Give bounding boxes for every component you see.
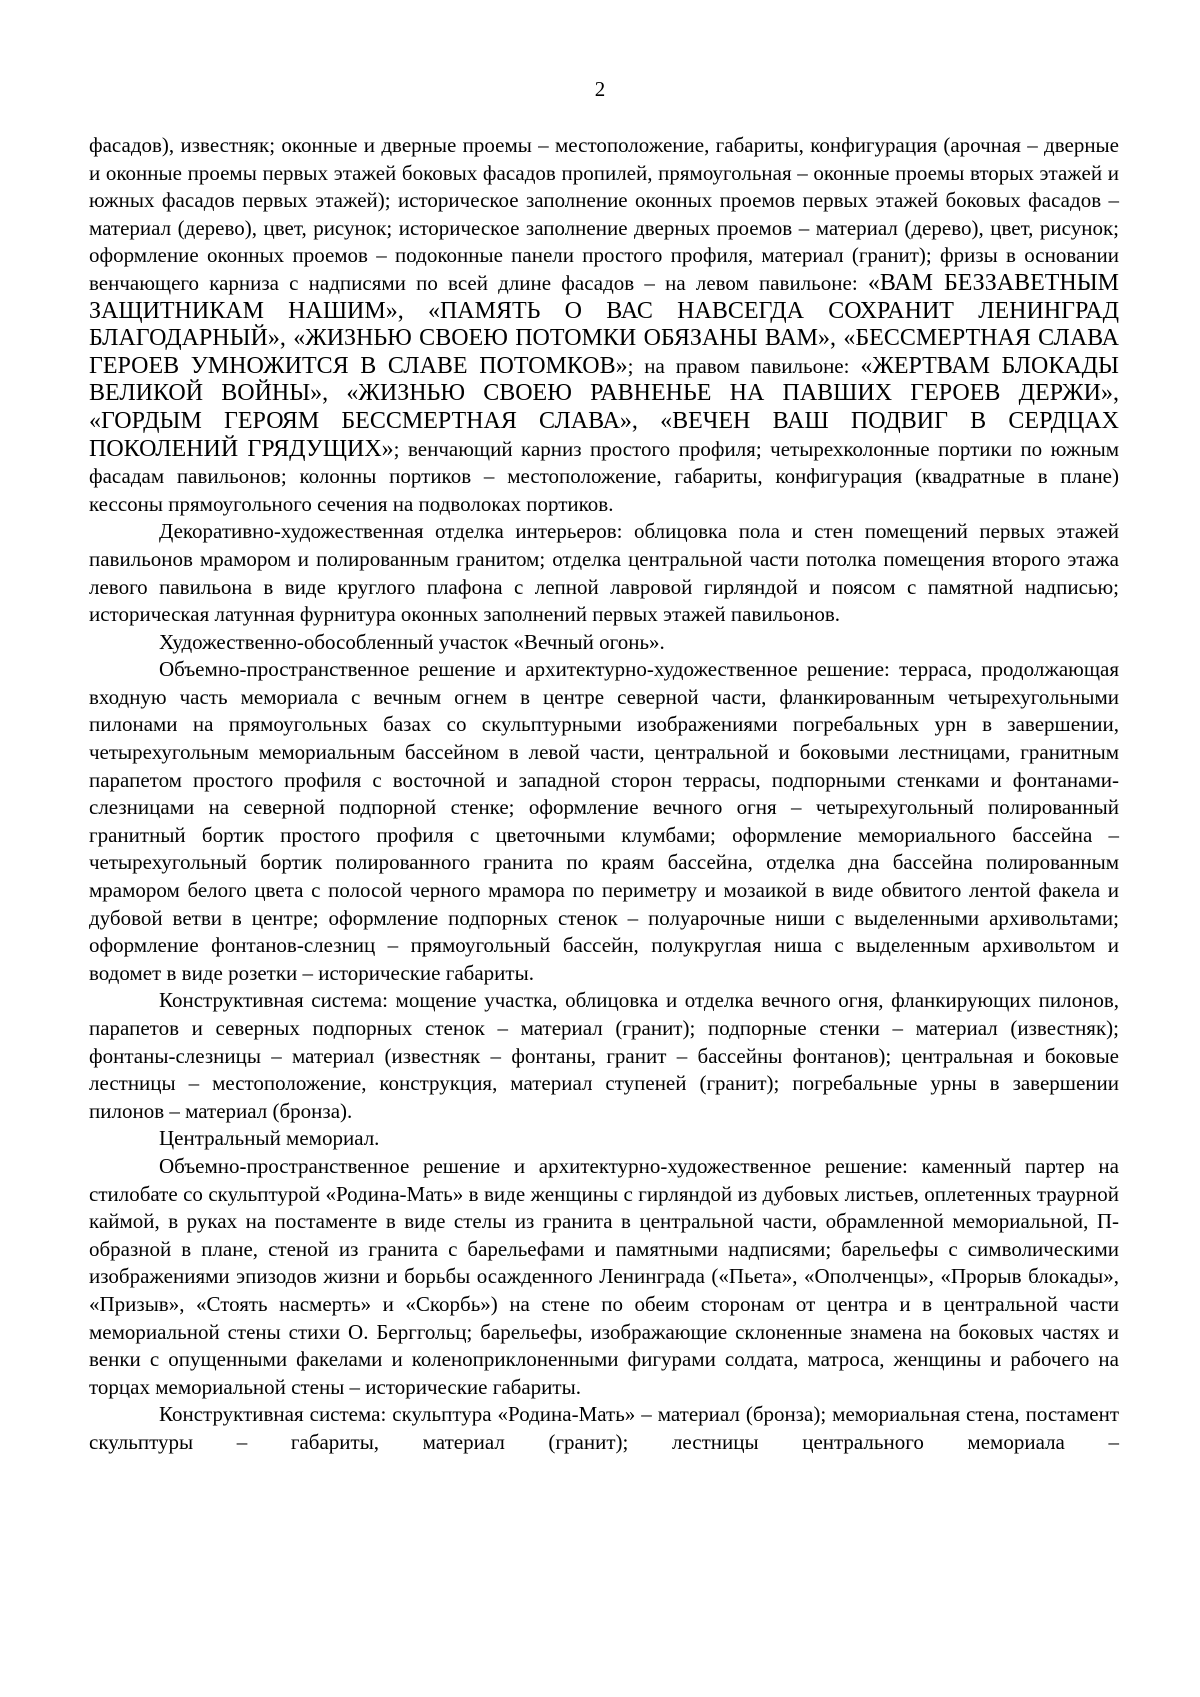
section-heading-eternal-flame: Художественно-обособленный участок «Вечный огонь». <box>159 629 665 654</box>
inscriptions-left-pavilion: «ВАМ БЕЗЗАВЕТНЫМ ЗАЩИТНИКАМ НАШИМ», «ПАМЯТЬ О ВАС НАВСЕГДА СОХРАНИТ ЛЕНИНГРАД БЛАГОДАРНЫЙ», «ЖИЗНЬЮ СВОЕЮ ПОТОМКИ ОБЯЗАНЫ ВАМ», «БЕССМЕРТНАЯ СЛАВА ГЕРОЕВ УМНОЖИТСЯ В СЛАВЕ ПОТОМКОВ» <box>89 269 1119 379</box>
paragraph-eternal-flame-design: Объемно-пространственное решение и архитектурно-художественное решение: терраса, продолжающая входную часть мемориала с вечным огнем в центре северной части, фланкированным четырехугольными пилонами на прямоугольных базах со скульптурными изображениями погребальных урн в завершении, четырехугольным мемориальным бассейном в левой части, центральной и боковыми лестницами, гранитным парапетом простого профиля с восточной и западной сторон террасы, подпорными стенками и фонтанами-слезницами на северной подпорной стенке; оформление вечного огня – четырехугольный полированный гранитный бортик простого профиля с цветочными клумбами; оформление мемориального бассейна – четырехугольный бортик полированного гранита по краям бассейна, отделка дна бассейна полированным мрамором белого цвета с полосой черного мрамора по периметру и мозаикой в виде обвитого лентой факела и дубовой ветви в центре; оформление подпорных стенок – полуарочные ниши с выделенными архивольтами; оформление фонтанов-слезниц – прямоугольный бассейн, полукруглая ниша с выделенным архивольтом и водомет в виде розетки – исторические габариты. <box>89 657 1119 985</box>
text-segment: ; на правом павильоне: <box>627 353 861 378</box>
paragraph-central-memorial-structure: Конструктивная система: скульптура «Родина-Мать» – материал (бронза); мемориальная стена, постамент скульптуры – габариты, материал (гранит); лестницы центрального мемориала – <box>89 1402 1119 1454</box>
section-heading-central-memorial: Центральный мемориал. <box>159 1126 380 1151</box>
paragraph-interior-decoration: Декоративно-художественная отделка интерьеров: облицовка пола и стен помещений первых этажей павильонов мрамором и полированным гранитом; отделка центральной части потолка помещения второго этажа левого павильона в виде круглого плафона с лепной лавровой гирляндой и поясом с памятной надписью; историческая латунная фурнитура оконных заполнений первых этажей павильонов. <box>89 519 1119 627</box>
paragraph-central-memorial-design: Объемно-пространственное решение и архитектурно-художественное решение: каменный партер на стилобате со скульптурой «Родина-Мать» в виде женщины с гирляндой из дубовых листьев, оплетенных траурной каймой, в руках на постаменте в виде стелы из гранита в центральной части, обрамленной мемориальной, П-образной в плане, стеной из гранита с барельефами и памятными надписями; барельефы с символическими изображениями эпизодов жизни и борьбы осажденного Ленинграда («Пьета», «Ополченцы», «Прорыв блокады», «Призыв», «Стоять насмерть» и «Скорбь») на стене по обеим сторонам от центра и в центральной части мемориальной стены стихи О. Берггольц; барельефы, изображающие склоненные знамена на боковых частях и венки с опущенными факелами и коленоприклоненными фигурами солдата, матроса, женщины и рабочего на торцах мемориальной стены – исторические габариты. <box>89 1153 1119 1399</box>
paragraph-facades-continuation <box>89 132 1119 518</box>
page-number: 2 <box>594 77 606 101</box>
inscriptions-right-pavilion: «ЖЕРТВАМ БЛОКАДЫ ВЕЛИКОЙ ВОЙНЫ», «ЖИЗНЬЮ СВОЕЮ РАВНЕНЬЕ НА ПАВШИХ ГЕРОЕВ ДЕРЖИ», «ГОРДЫМ ГЕРОЯМ БЕССМЕРТНАЯ СЛАВА», «ВЕЧЕН ВАШ ПОДВИГ В СЕРДЦАХ ПОКОЛЕНИЙ ГРЯДУЩИХ» <box>89 352 1119 462</box>
text-segment: ; венчающий карниз простого профиля; четырехколонные портики по южным фасадам павильонов; колонны портиков – местоположение, габариты, конфигурация (квадратные в плане) кессоны прямоугольного сечения на подволоках портиков. <box>89 436 1119 516</box>
text-segment: фасадов), известняк; оконные и дверные проемы – местоположение, габариты, конфигурация (арочная – дверные и оконные проемы первых этажей боковых фасадов пропилей, прямоугольная – оконные проемы вторых этажей и южных фасадов первых этажей); историческое заполнение оконных проемов первых этажей боковых фасадов – материал (дерево), цвет, рисунок; историческое заполнение дверных проемов – материал (дерево), цвет, рисунок; оформление оконных проемов – подоконные панели простого профиля, материал (гранит); фризы в основании венчающего карниза с надписями по всей длине фасадов – на левом павильоне: <box>89 133 1119 295</box>
document-body <box>89 132 1119 1457</box>
paragraph-eternal-flame-structure: Конструктивная система: мощение участка, облицовка и отделка вечного огня, фланкирующих пилонов, парапетов и северных подпорных стенок – материал (гранит); подпорные стенки – материал (известняк); фонтаны-слезницы – материал (известняк – фонтаны, гранит – бассейны фонтанов); центральная и боковые лестницы – местоположение, конструкция, материал ступеней (гранит); погребальные урны в завершении пилонов – материал (бронза). <box>89 988 1119 1123</box>
